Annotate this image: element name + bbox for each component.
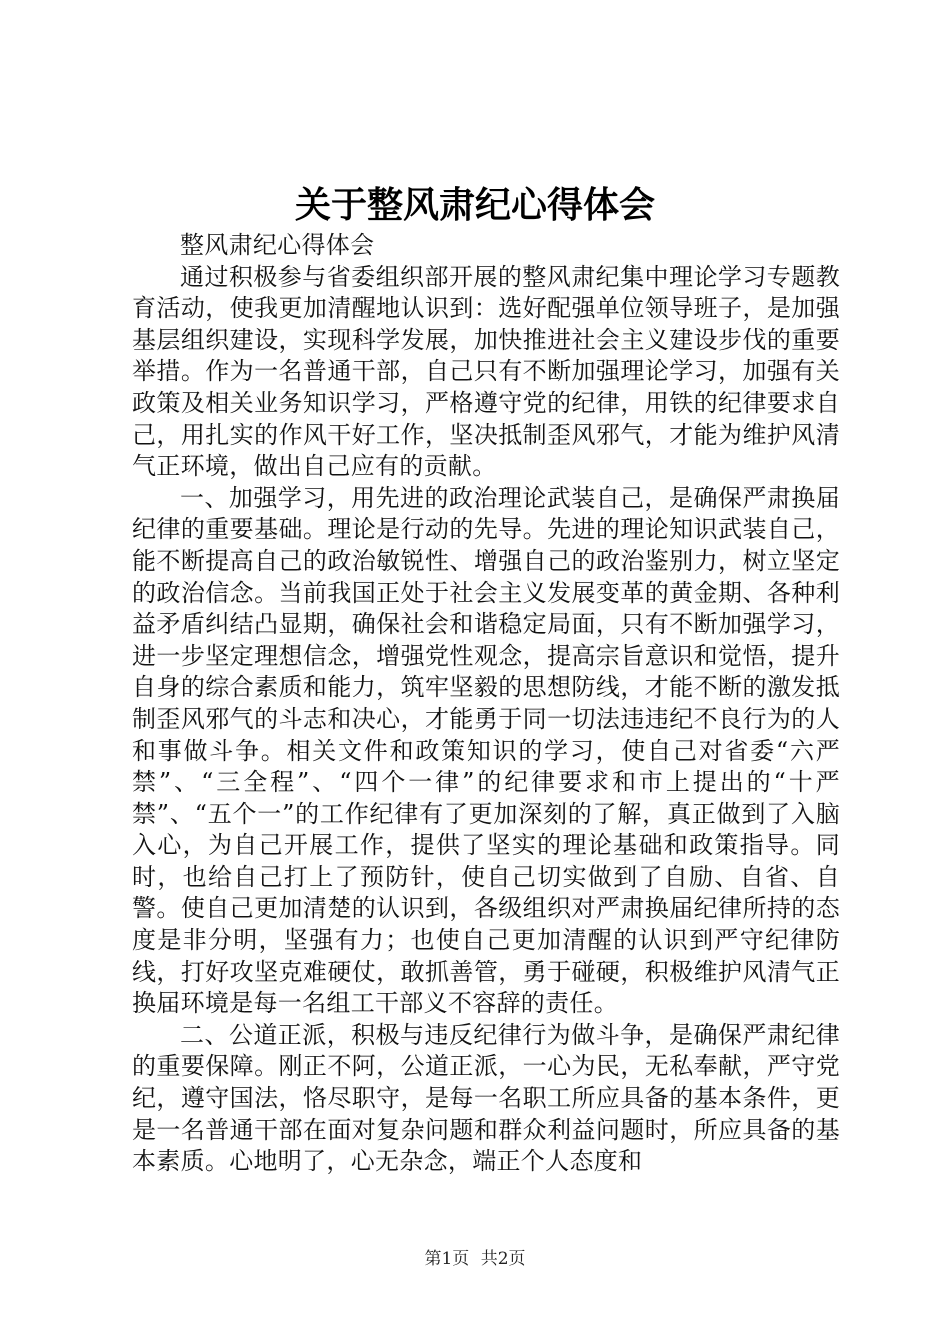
document-body [132,230,840,1178]
paragraph-subtitle: 整风肃纪心得体会 [180,231,375,259]
paragraph-intro: 通过积极参与省委组织部开展的整风肃纪集中理论学习专题教育活动，使我更加清醒地认识到：选好配强单位领导班子，是加强基层组织建设，实现科学发展，加快推进社会主义建设步伐的重要举措。作为一名普通干部，自己只有不断加强理论学习，加强有关政策及相关业务知识学习，严格遵守党的纪律，用铁的纪律要求自己，用扎实的作风干好工作，坚决抵制歪风邪气，才能为维护风清气正环境，做出自己应有的贡献。 [132,262,840,481]
document-title: 关于整风肃纪心得体会 [294,185,655,226]
page-total: 共2页 [480,1249,526,1269]
page-number: 第1页 [424,1249,470,1269]
paragraph-section-two: 二、公道正派，积极与违反纪律行为做斗争，是确保严肃纪律的重要保障。刚正不阿，公道正派，一心为民，无私奉献，严守党纪，遵守国法，恪尽职守，是每一名职工所应具备的基本条件，更是一名普通干部在面对复杂问题和群众利益问题时，所应具备的基本素质。心地明了，心无杂念，端正个人态度和 [132,1020,840,1176]
page-footer [0,1244,950,1269]
paragraph-section-one: 一、加强学习，用先进的政治理论武装自己，是确保严肃换届纪律的重要基础。理论是行动的先导。先进的理论知识武装自己，能不断提高自己的政治敏锐性、增强自己的政治鉴别力，树立坚定的政治信念。当前我国正处于社会主义发展变革的黄金期、各种利益矛盾纠结凸显期，确保社会和谐稳定局面，只有不断加强学习，进一步坚定理想信念，增强党性观念，提高宗旨意识和觉悟，提升自身的综合素质和能力，筑牢坚毅的思想防线，才能不断的激发抵制歪风邪气的斗志和决心，才能勇于同一切法违违纪不良行为的人和事做斗争。相关文件和政策知识的学习，使自己对省委“六严禁”、“三全程”、“四个一律”的纪律要求和市上提出的“十严禁”、“五个一”的工作纪律有了更加深刻的了解，真正做到了入脑入心，为自己开展工作，提供了坚实的理论基础和政策指导。同时，也给自己打上了预防针，使自己切实做到了自励、自省、自警。使自己更加清楚的认识到，各级组织对严肃换届纪律所持的态度是非分明，坚强有力；也使自己更加清醒的认识到严守纪律防线，打好攻坚克难硬仗，敢抓善管，勇于碰硬，积极维护风清气正换届环境是每一名组工干部义不容辞的责任。 [132,483,840,1018]
